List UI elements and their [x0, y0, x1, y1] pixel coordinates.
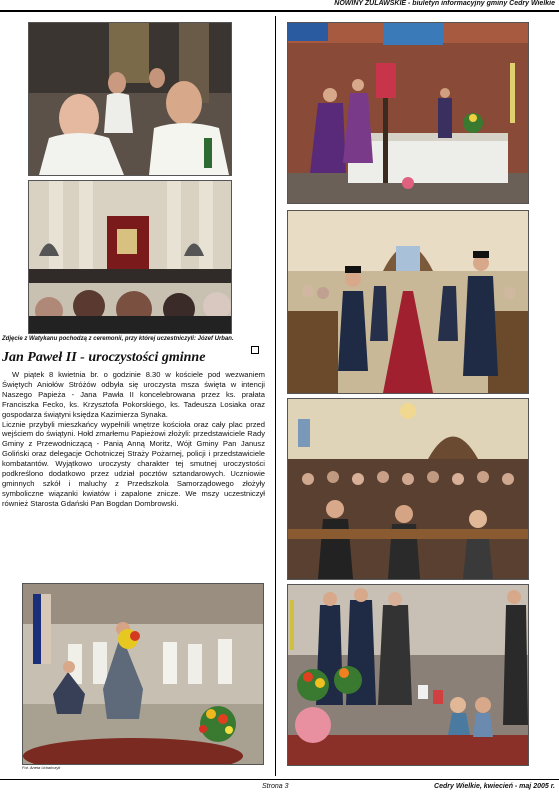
photo-flowers-candles — [287, 584, 529, 766]
photo-altar — [287, 22, 529, 204]
photo-caption: Zdjęcie z Watykanu pochodzą z ceremonii, przy której uczestniczyli: Józef Urban. — [2, 336, 234, 342]
column-divider — [275, 16, 276, 776]
box-marker — [251, 346, 259, 354]
photo-congregation — [287, 398, 529, 580]
article-paragraph: Licznie przybyli mieszkańcy wypełnili wnętrze kościoła oraz cały plac przed wejściem do świątyni. Hołd zmarłemu Papieżowi złożyli: przedstawiciele Rady Gminy z Przewodniczącą - Panią Anną Moritz, Wójt Gminy Pan Janusz Goliński oraz delegacje Ochotniczej Straży Pożarnej, policji i przedstawiciele kombatantów. Wyjątkowo uroczysty charakter tej smutnej uroczystości podkreślono dodatkowo przez udział pocztów sztandarowych. Uczniowie gminnych szkół i maluchy z Przedszkola Samorządowego złożyły symboliczne wiązanki kwiatów i zapalone znicze. We mszy uczestniczył również Starosta Gdański Pan Bogdan Dombrowski. — [2, 419, 265, 508]
photo-children-flowers — [22, 583, 264, 765]
page-number: Strona 3 — [262, 783, 289, 790]
article-title: Jan Paweł II - uroczystości gminne — [2, 350, 206, 365]
footer-rule — [0, 779, 559, 780]
header-rule — [0, 10, 559, 12]
photo-credit: Fot. Aneta Urbańczyk — [22, 765, 61, 770]
running-header: NOWINY ŻULAWSKIE - biuletyn informacyjny gminy Cedry Wielkie — [334, 0, 555, 7]
photo-priests — [28, 22, 232, 176]
photo-aisle-uniforms — [287, 210, 529, 394]
article-body — [2, 370, 265, 509]
issue-info: Cedry Wielkie, kwiecień - maj 2005 r. — [434, 783, 555, 790]
article-paragraph: W piątek 8 kwietnia br. o godzinie 8.30 w kościele pod wezwaniem Świętych Aniołów Stróżów odbyła się uroczysta msza święta w intencji Naszego Papieża - Jana Pawła II koncelebrowana przez ks. prałata Franciszka Fecko, ks. Krzysztofa Pokorskiego, ks. Tadeusza Losiaka oraz gospodarza świątyni księdza Kazimierza Synaka. — [2, 370, 265, 419]
photo-vatican — [28, 180, 232, 334]
